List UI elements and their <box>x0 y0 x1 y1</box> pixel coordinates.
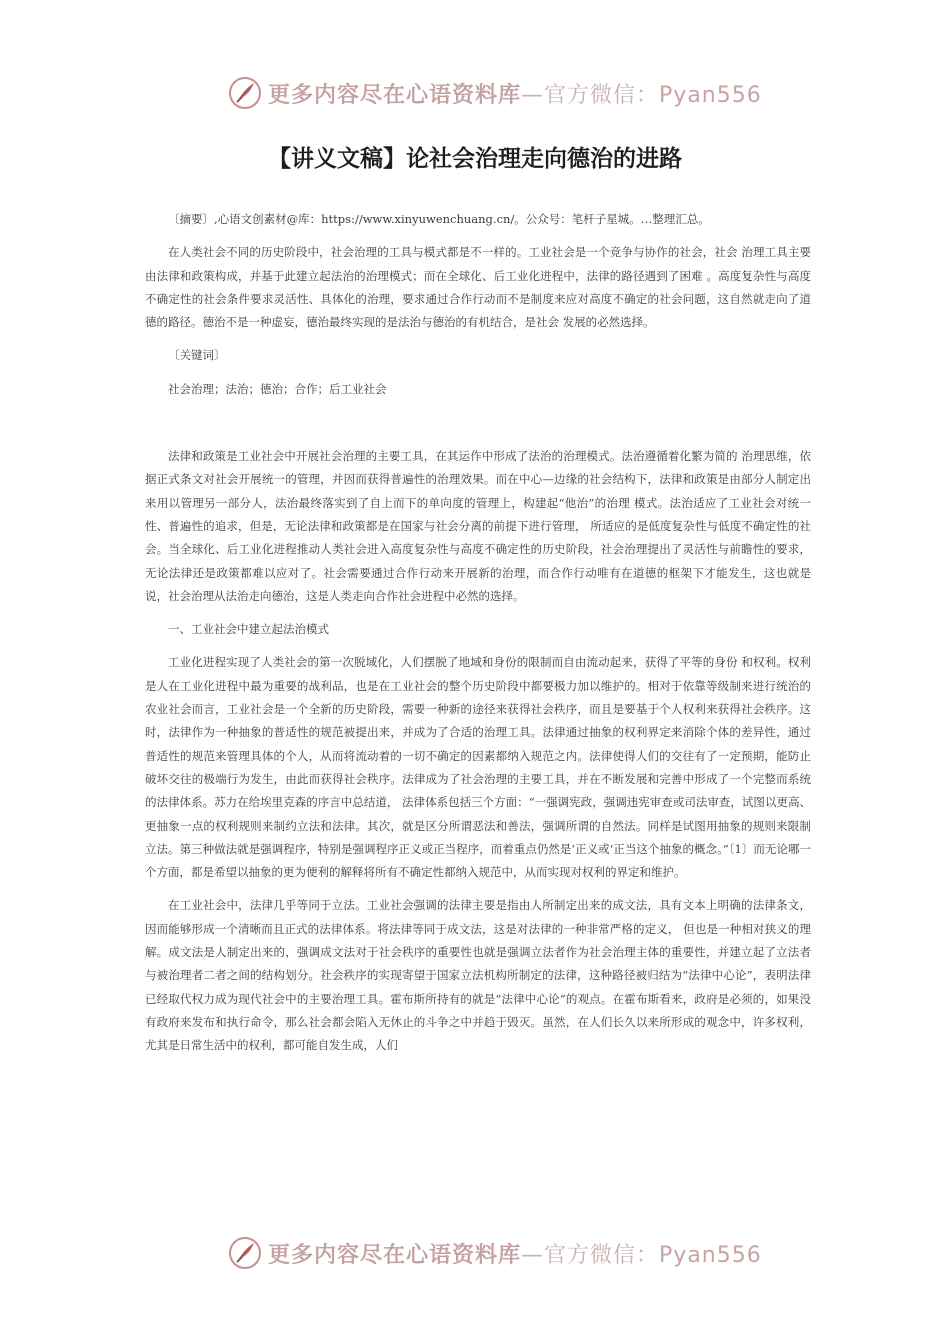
abstract-paragraph: 在人类社会不同的历史阶段中，社会治理的工具与模式都是不一样的。工业社会是一个竞争与协作的社会，社会 治理工具主要由法律和政策构成，并基于此建立起法治的治理模式；而在全球化、后工业化进程中，法律的路径遇到了困难 。高度复杂性与高度不确定性的社会条件要求灵活性、具体化的治理，要求通过合作行动而不是制度来应对高度不确定的社会问题，这自然就走向了道德的路径。德治不是一种虚妄，德治最终实现的是法治与德治的有机结合，是社会 发展的必然选择。 <box>145 245 811 330</box>
banner-main-text: 更多内容尽在心语资料库 <box>268 82 522 108</box>
section1-paragraph-1: 工业化进程实现了人类社会的第一次脱域化，人们摆脱了地域和身份的限制而自由流动起来，获得了平等的身份 和权利。权利是人在工业化进程中最为重要的战利品，也是在工业社会的整个历史阶段中都要极力加以维护的。相对于依靠等级制来进行统治的农业社会而言，工业社会是一个全新的历史阶段，需要一种新的途径来获得社会秩序，而且是要基于个人权利来获得社会秩序。这时，法律作为一种抽象的普适性的规范被提出来，并成为了合适的治理工具。法律通过抽象的权利界定来消除个体的差异性，通过普适性的规范来管理具体的个人，从而将流动着的一切不确定的因素都纳入规范之内。法律使得人们的交往有了一定预期，能防止破坏交往的极端行为发生，由此而获得社会秩序。法律成为了社会治理的主要工具，并在不断发展和完善中形成了一个完整而系统的法律体系。苏力在给埃里克森的序言中总结道， 法律体系包括三个方面：“一强调宪政，强调违宪审查或司法审查，试图以更高、更抽象一点的权利规则来制约立法和法律。其次，就是区分所谓恶法和善法，强调所谓的自然法。同样是试图用抽象的规则来限制立法。第三种做法就是强调程序，特别是强调程序正义或正当程序，而着重点仍然是‘正义或‘正当这个抽象的概念。”〔1〕而无论哪一个方面，都是希望以抽象的更为便利的解释将所有不确定性都纳入规范中，从而实现对权利的界定和维护。 <box>145 655 811 880</box>
banner-dash-text: —官方微信： <box>521 82 660 108</box>
footer-dash-text: —官方微信： <box>521 1242 660 1268</box>
footer-wechat-id: Pyan556 <box>659 1242 762 1268</box>
footer-main-text: 更多内容尽在心语资料库 <box>268 1242 522 1268</box>
keywords-text: 社会治理；法治；德治；合作；后工业社会 <box>168 381 387 396</box>
keywords-label: 〔关键词〕 <box>168 348 226 363</box>
header-banner <box>0 73 950 113</box>
quill-logo-icon <box>228 76 262 110</box>
footer-banner <box>0 1233 950 1273</box>
section1-paragraph-2: 在工业社会中，法律几乎等同于立法。工业社会强调的法律主要是指由人所制定出来的成文法，具有文本上明确的法律条文，因而能够形成一个清晰而且正式的法律体系。将法律等同于成文法，这是对法律的一种非常严格的定义， 但也是一种相对狭义的理解。成文法是人制定出来的，强调成文法对于社会秩序的重要性也就是强调立法者作为社会治理主体的重要性，并建立起了立法者与被治理者二者之间的结构划分。社会秩序的实现寄望于国家立法机构所制定的法律，这种路径被归结为“法律中心论”，表明法律已经取代权力成为现代社会中的主要治理工具。霍布斯所持有的就是“法律中心论”的观点。在霍布斯看来，政府是必须的，如果没有政府来发布和执行命令，那么社会都会陷入无休止的斗争之中并趋于毁灭。虽然，在人们长久以来所形成的观念中，许多权利，尤其是日常生活中的权利，都可能自发生成，人们 <box>145 898 811 1053</box>
page-title: 【讲义文稿】论社会治理走向德治的进路 <box>268 146 682 172</box>
quill-logo-icon <box>228 1236 262 1270</box>
document-body <box>145 208 811 1058</box>
abstract-line: 〔摘要〕,心语文创素材@库：https://www.xinyuwenchuang.cn/。公众号：笔杆子星城。…整理汇总。 <box>168 212 710 226</box>
banner-wechat-id: Pyan556 <box>659 82 762 108</box>
intro-paragraph: 法律和政策是工业社会中开展社会治理的主要工具，在其运作中形成了法治的治理模式。法治遵循着化繁为简的 治理思维，依据正式条文对社会开展统一的管理，并因而获得普遍性的治理效果。而在中心—边缘的社会结构下，法律和政策是由部分人制定出来用以管理另一部分人，法治最终落实到了自上而下的单向度的管理上，构建起“他治”的治理 模式。法治适应了工业社会对统一性、普遍性的追求，但是，无论法律和政策都是在国家与社会分离的前提下进行管理， 所适应的是低度复杂性与低度不确定性的社会。当全球化、后工业化进程推动人类社会进入高度复杂性与高度不确定性的历史阶段，社会治理提出了灵活性与前瞻性的要求，无论法律还是政策都难以应对了。社会需要通过合作行动来开展新的治理，而合作行动唯有在道德的框架下才能发生，这也就是说，社会治理从法治走向德治，这是人类走向合作社会进程中必然的选择。 <box>145 449 811 603</box>
section1-heading: 一、工业社会中建立起法治模式 <box>168 622 329 637</box>
